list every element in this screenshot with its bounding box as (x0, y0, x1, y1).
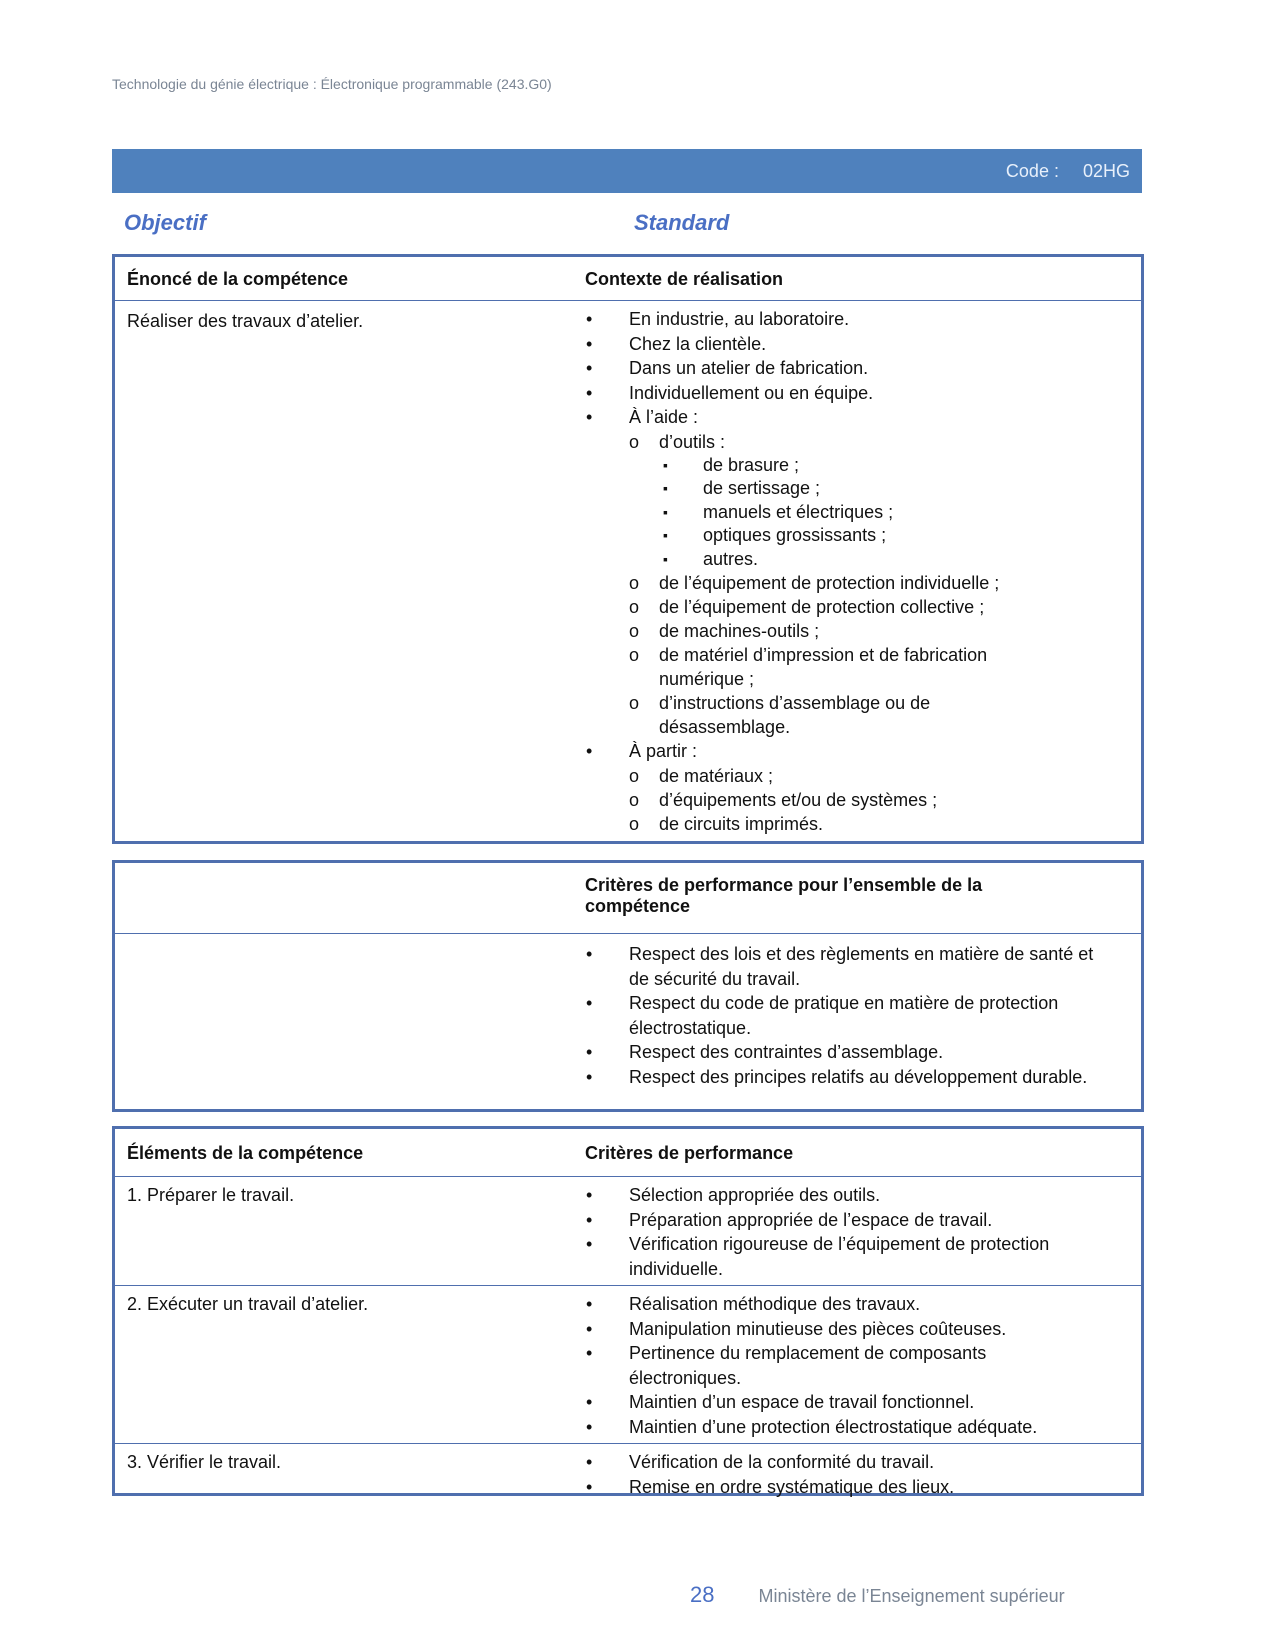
list-item: • Remise en ordre systématique des lieux. (585, 1475, 1131, 1500)
page-footer (690, 1582, 1065, 1608)
list-item: • Respect des principes relatifs au développement durable. (585, 1065, 1131, 1090)
list-item: ▪ de sertissage ; (585, 477, 1131, 501)
list-item: • Respect des lois et des règlements en matière de santé et de sécurité du travail. (585, 942, 1131, 991)
list-item-aide (585, 405, 1131, 739)
ensemble-criteria-header: Critères de performance pour l’ensemble de la compétence (585, 875, 983, 916)
outils-label: d’outils : (659, 431, 726, 452)
heading-objectif: Objectif (124, 210, 206, 235)
list-item: ▪ autres. (585, 548, 1131, 572)
running-title: Technologie du génie électrique : Électronique programmable (243.G0) (112, 76, 552, 92)
ensemble-criteria-list (585, 942, 1131, 1089)
criteria-list (585, 1292, 1131, 1439)
list-item: o de l’équipement de protection collective ; (585, 595, 1131, 619)
list-item: o de l’équipement de protection individuelle ; (585, 571, 1131, 595)
elements-table-header (115, 1129, 1141, 1177)
list-item: • Préparation appropriée de l’espace de travail. (585, 1208, 1131, 1233)
list-item: ▪ optiques grossissants ; (585, 524, 1131, 548)
list-item: o de matériaux ; (585, 764, 1131, 788)
list-item: • Maintien d’un espace de travail fonctionnel. (585, 1390, 1131, 1415)
list-item: o d’instructions d’assemblage ou de désassemblage. (585, 691, 1131, 739)
list-item-outils (585, 430, 1131, 572)
aide-label: À l’aide : (629, 407, 699, 427)
context-header: Contexte de réalisation (585, 269, 784, 289)
list-item: • Manipulation minutieuse des pièces coûteuses. (585, 1317, 1131, 1342)
criteria-list (585, 1450, 1131, 1499)
competence-table (112, 254, 1144, 844)
partir-label: À partir : (629, 741, 698, 761)
code-band (112, 149, 1142, 193)
list-item: ▪ de brasure ; (585, 454, 1131, 478)
list-item: • Vérification de la conformité du travail. (585, 1450, 1131, 1475)
statement-header: Énoncé de la compétence (127, 269, 349, 289)
ensemble-criteria-table (112, 860, 1144, 1112)
list-item: • Individuellement ou en équipe. (585, 381, 1131, 406)
list-item: • Respect des contraintes d’assemblage. (585, 1040, 1131, 1065)
criteria-list (585, 1183, 1131, 1281)
page-number: 28 (690, 1582, 715, 1607)
competence-table-header (115, 257, 1141, 301)
list-item-partir (585, 739, 1131, 836)
context-list (585, 307, 1131, 836)
list-item: • En industrie, au laboratoire. (585, 307, 1131, 332)
table-row (115, 1177, 1141, 1285)
table-row (115, 1285, 1141, 1443)
heading-standard: Standard (634, 210, 730, 235)
list-item: o de circuits imprimés. (585, 812, 1131, 836)
list-item: • Chez la clientèle. (585, 332, 1131, 357)
list-item: • Dans un atelier de fabrication. (585, 356, 1131, 381)
list-item: ▪ manuels et électriques ; (585, 501, 1131, 525)
table-row (115, 1443, 1141, 1503)
element-label: 1. Préparer le travail. (127, 1185, 295, 1205)
criteria-header: Critères de performance (585, 1143, 794, 1163)
empty-cell (115, 863, 585, 933)
competence-statement: Réaliser des travaux d’atelier. (127, 311, 364, 331)
list-item: • Pertinence du remplacement de composants électroniques. (585, 1341, 1131, 1390)
list-item: o d’équipements et/ou de systèmes ; (585, 788, 1131, 812)
code-value: 02HG (1082, 160, 1130, 181)
empty-cell (115, 934, 585, 1089)
list-item: • Vérification rigoureuse de l’équipement de protection individuelle. (585, 1232, 1131, 1281)
element-label: 3. Vérifier le travail. (127, 1452, 282, 1472)
code-label: Code : (1005, 160, 1059, 181)
list-item: o de machines-outils ; (585, 619, 1131, 643)
list-item: • Sélection appropriée des outils. (585, 1183, 1131, 1208)
elements-header: Éléments de la compétence (127, 1143, 364, 1163)
list-item: • Respect du code de pratique en matière de protection électrostatique. (585, 991, 1131, 1040)
publisher: Ministère de l’Enseignement supérieur (758, 1586, 1065, 1606)
list-item: • Réalisation méthodique des travaux. (585, 1292, 1131, 1317)
list-item: o de matériel d’impression et de fabrication numérique ; (585, 643, 1131, 691)
elements-table (112, 1126, 1144, 1496)
ensemble-criteria-header-row (115, 863, 1141, 934)
list-item: • Maintien d’une protection électrostatique adéquate. (585, 1415, 1131, 1440)
element-label: 2. Exécuter un travail d’atelier. (127, 1294, 369, 1314)
